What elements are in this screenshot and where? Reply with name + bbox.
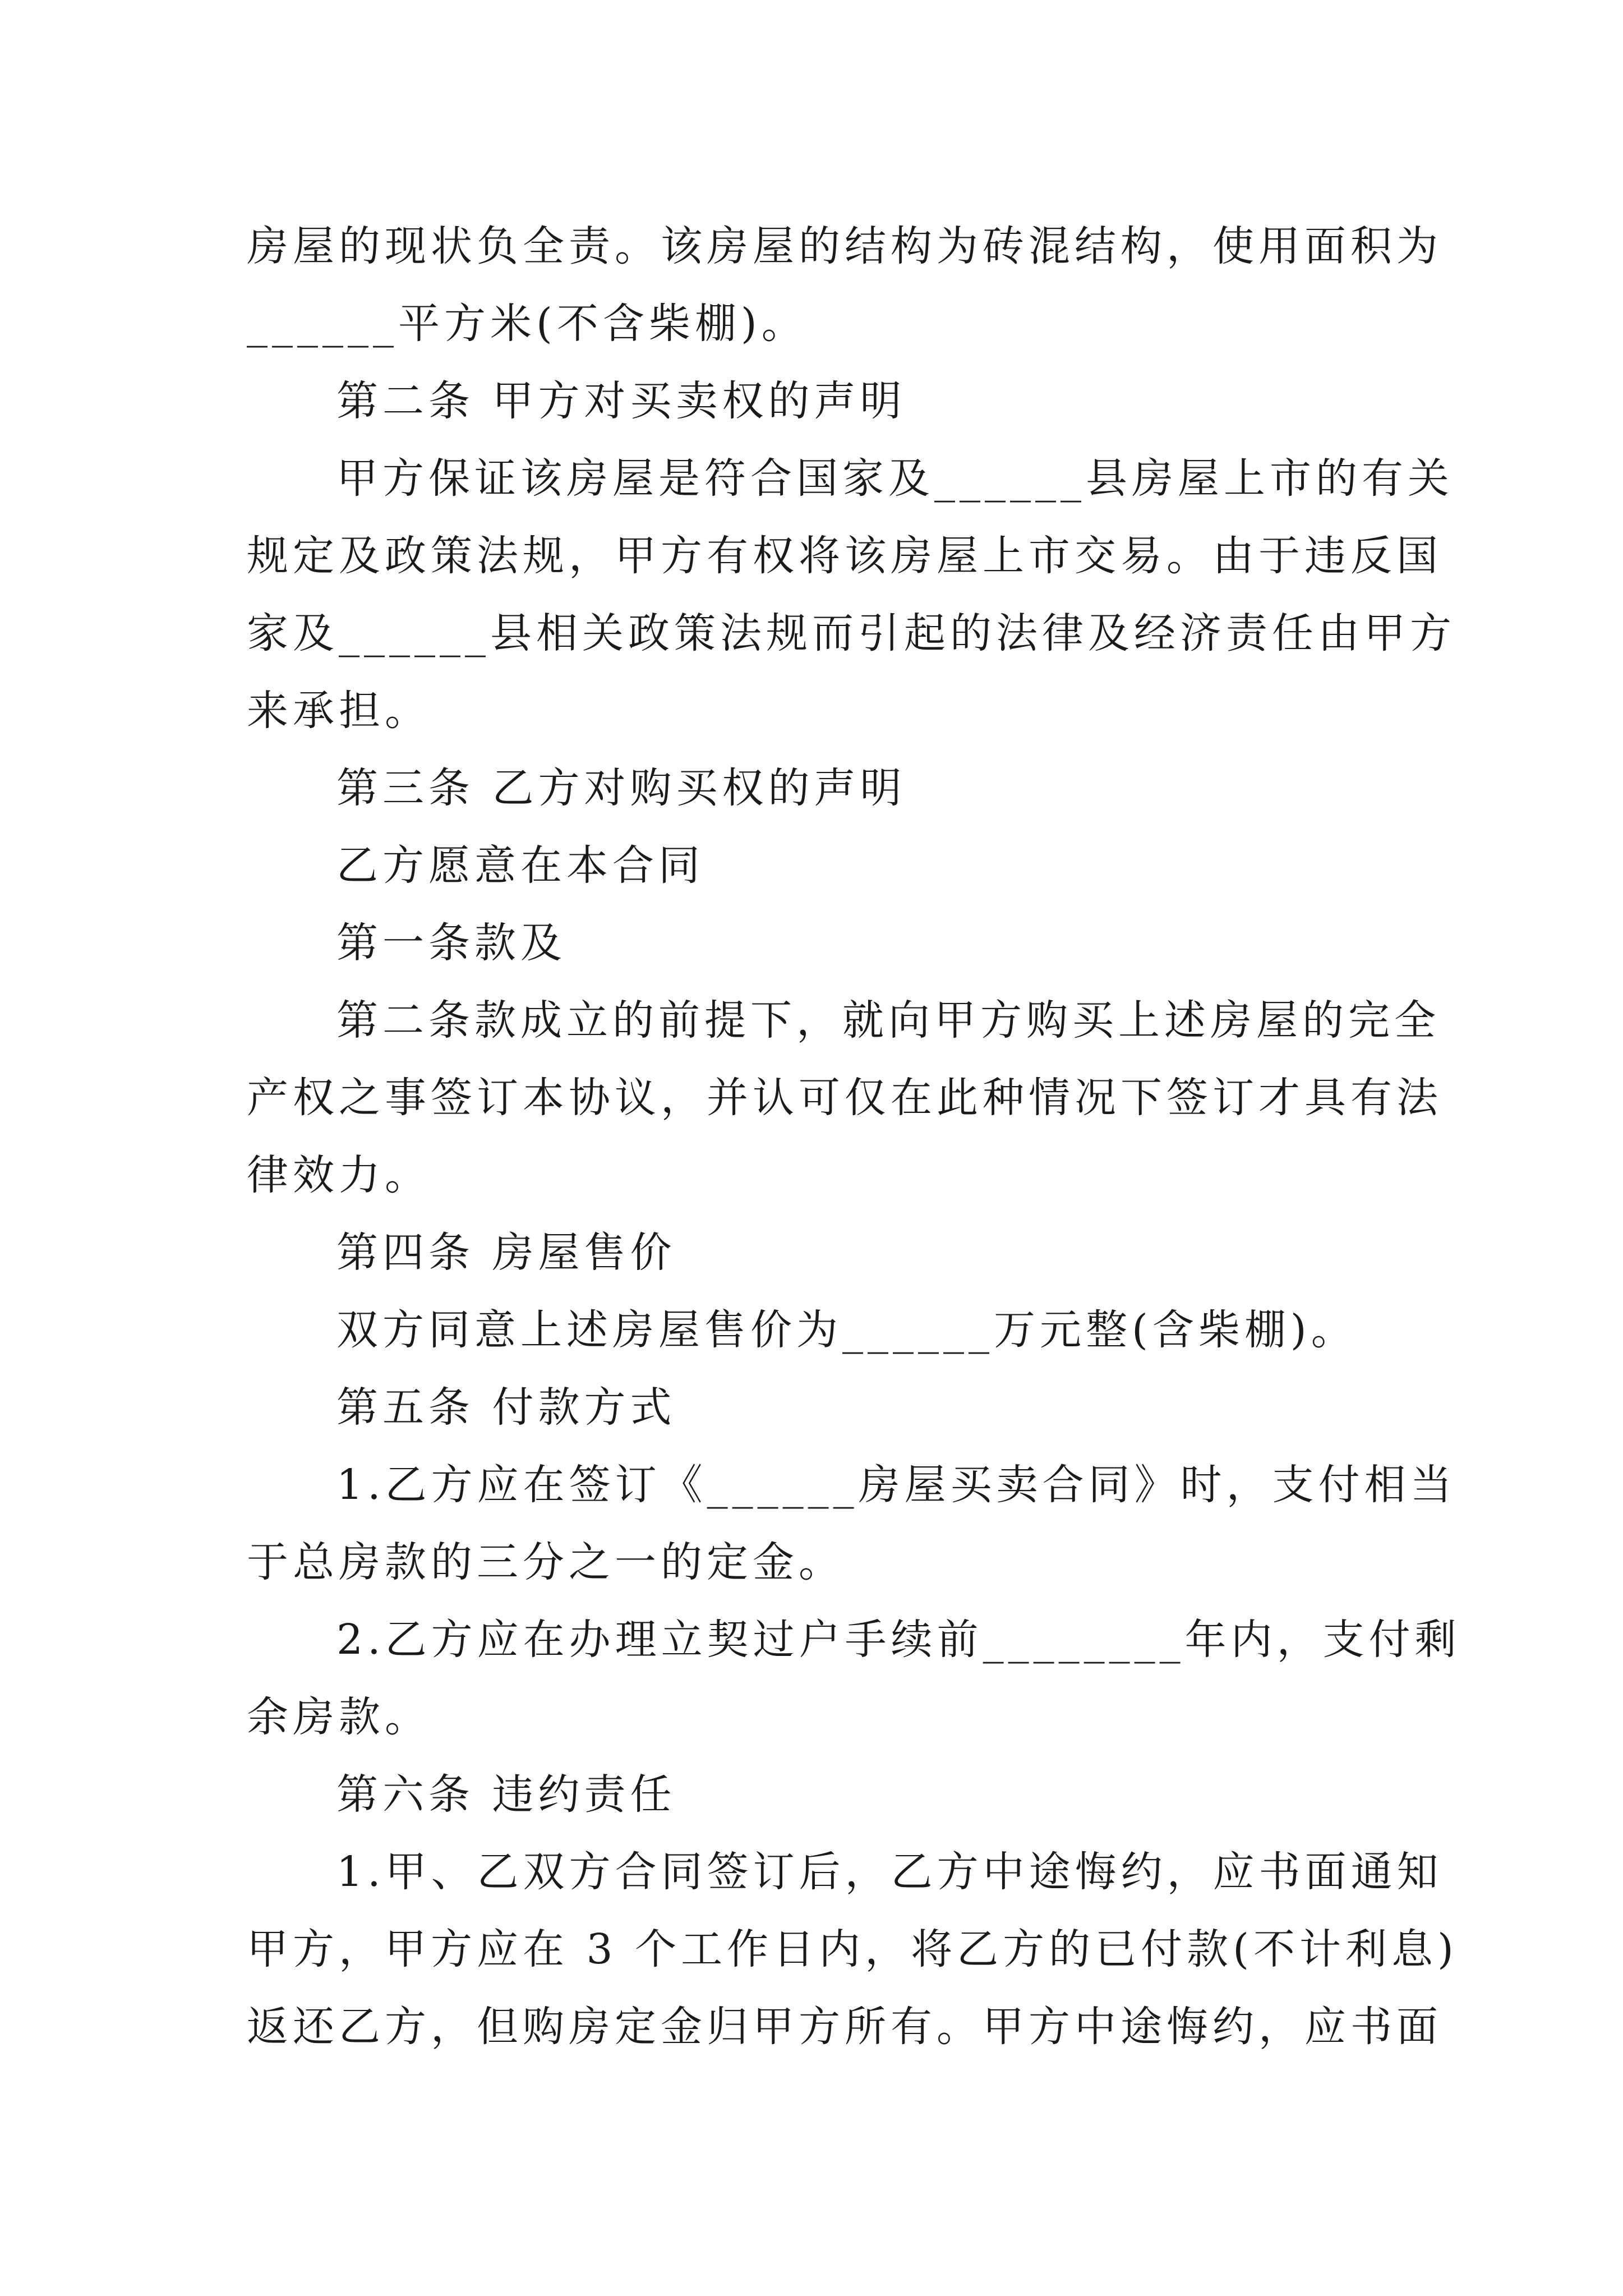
text-line: 第二条款成立的前提下，就向甲方购买上述房屋的完全 bbox=[336, 996, 1440, 1045]
text-line: 来承担。 bbox=[247, 687, 431, 735]
text-line: 律效力。 bbox=[247, 1151, 431, 1199]
text-line: 规定及政策法规，甲方有权将该房屋上市交易。由于违反国 bbox=[247, 532, 1442, 580]
section-heading-article-2: 第二条 甲方对买卖权的声明 bbox=[336, 377, 906, 425]
text-line: 家及______县相关政策法规而引起的法律及经济责任由甲方 bbox=[247, 609, 1456, 657]
text-line: 1.乙方应在签订《______房屋买卖合同》时，支付相当 bbox=[336, 1461, 1456, 1509]
text-line: 产权之事签订本协议，并认可仅在此种情况下签订才具有法 bbox=[247, 1074, 1442, 1122]
text-line: 甲方保证该房屋是符合国家及______县房屋上市的有关 bbox=[336, 454, 1454, 503]
section-heading-article-5: 第五条 付款方式 bbox=[336, 1383, 676, 1432]
section-heading-article-6: 第六条 违约责任 bbox=[336, 1770, 676, 1819]
text-line: 乙方愿意在本合同 bbox=[336, 841, 704, 890]
text-line: 房屋的现状负全责。该房屋的结构为砖混结构，使用面积为 bbox=[247, 222, 1442, 270]
section-heading-article-4: 第四条 房屋售价 bbox=[336, 1228, 676, 1277]
section-heading-article-3: 第三条 乙方对购买权的声明 bbox=[336, 764, 906, 812]
text-line: 甲方，甲方应在 3 个工作日内，将乙方的已付款(不计利息) bbox=[247, 1925, 1458, 1973]
text-line: 双方同意上述房屋售价为______万元整(含柴棚)。 bbox=[336, 1306, 1357, 1354]
document-body bbox=[247, 208, 1461, 2065]
text-line: 2.乙方应在办理立契过户手续前________年内，支付剩 bbox=[336, 1616, 1461, 1664]
text-line: ______平方米(不含柴棚)。 bbox=[247, 300, 808, 348]
text-line: 于总房款的三分之一的定金。 bbox=[247, 1538, 845, 1586]
text-line: 1.甲、乙双方合同签订后，乙方中途悔约，应书面通知 bbox=[336, 1848, 1443, 1896]
text-line: 返还乙方，但购房定金归甲方所有。甲方中途悔约，应书面 bbox=[247, 2003, 1442, 2051]
text-line: 余房款。 bbox=[247, 1693, 431, 1741]
text-line: 第一条款及 bbox=[336, 919, 566, 967]
